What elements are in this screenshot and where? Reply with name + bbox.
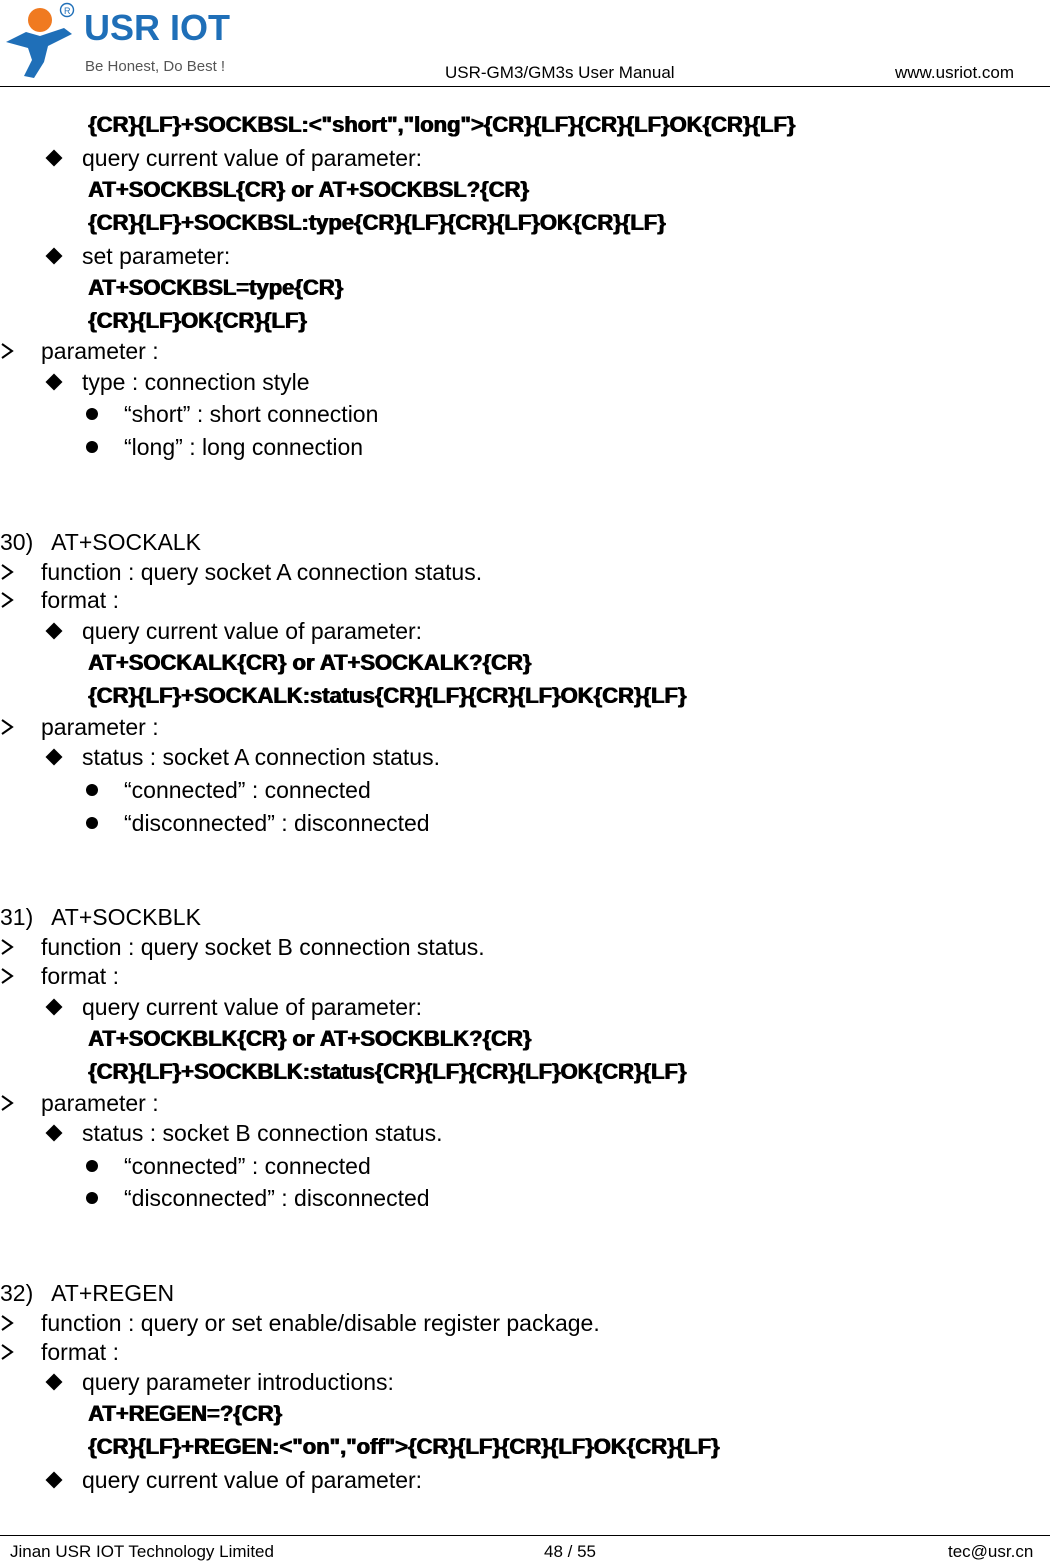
dot-bullet-icon (86, 1160, 98, 1172)
text-line: status : socket A connection status. (82, 744, 440, 770)
footer-page-number: 48 / 55 (544, 1542, 596, 1561)
cmd-line: AT+SOCKALK{CR} or AT+SOCKALK?{CR} (88, 650, 532, 675)
text-line: query current value of parameter: (82, 994, 423, 1020)
text-line: function : query socket A connection status. (41, 559, 483, 585)
dot-bullet-icon (86, 1192, 98, 1204)
text-line: format : (41, 587, 119, 613)
cmd-line: {CR}{LF}+SOCKBSL:<"short","long">{CR}{LF}{CR}{LF}OK{CR}{LF} (88, 112, 796, 137)
text-line: “connected” : connected (124, 1153, 371, 1179)
text-line: “disconnected” : disconnected (124, 810, 430, 836)
cmd-line: {CR}{LF}+SOCKALK:status{CR}{LF}{CR}{LF}OK{CR}{LF} (88, 683, 687, 708)
cmd-line: AT+SOCKBSL{CR} or AT+SOCKBSL?{CR} (88, 177, 529, 202)
svg-text:Be Honest, Do Best !: Be Honest, Do Best ! (85, 58, 226, 75)
cmd-line: {CR}{LF}+REGEN:<"on","off">{CR}{LF}{CR}{LF}OK{CR}{LF} (88, 1434, 720, 1459)
header-title: USR-GM3/GM3s User Manual (445, 63, 675, 82)
footer-company: Jinan USR IOT Technology Limited (10, 1542, 274, 1561)
text-line: parameter : (41, 338, 159, 364)
section-heading: 32) AT+REGEN (0, 1280, 175, 1306)
arrow-bullet-icon (0, 1314, 14, 1332)
text-line: query current value of parameter: (82, 618, 423, 644)
diamond-bullet-icon (46, 374, 63, 391)
arrow-bullet-icon (0, 1343, 14, 1361)
text-line: “long” : long connection (124, 434, 364, 460)
text-line: “connected” : connected (124, 777, 371, 803)
arrow-bullet-icon (0, 718, 14, 736)
text-line: set parameter: (82, 243, 231, 269)
diamond-bullet-icon (46, 248, 63, 265)
text-line: query parameter introductions: (82, 1369, 394, 1395)
text-line: query current value of parameter: (82, 145, 423, 171)
cmd-line: {CR}{LF}+SOCKBSL:type{CR}{LF}{CR}{LF}OK{CR}{LF} (88, 210, 666, 235)
text-line: format : (41, 1339, 119, 1365)
text-line: parameter : (41, 1090, 159, 1116)
text-line: function : query or set enable/disable register package. (41, 1310, 600, 1336)
cmd-line: {CR}{LF}OK{CR}{LF} (88, 308, 307, 333)
text-line: “short” : short connection (124, 401, 379, 427)
diamond-bullet-icon (46, 1125, 63, 1142)
diamond-bullet-icon (46, 1472, 63, 1489)
arrow-bullet-icon (0, 967, 14, 985)
text-line: “disconnected” : disconnected (124, 1185, 430, 1211)
footer-divider (0, 1535, 1050, 1536)
dot-bullet-icon (86, 817, 98, 829)
arrow-bullet-icon (0, 342, 14, 360)
dot-bullet-icon (86, 408, 98, 420)
arrow-bullet-icon (0, 938, 14, 956)
cmd-line: AT+SOCKBSL=type{CR} (88, 275, 344, 300)
diamond-bullet-icon (46, 623, 63, 640)
section-heading: 31) AT+SOCKBLK (0, 904, 201, 930)
text-line: parameter : (41, 714, 159, 740)
svg-text:USR IOT: USR IOT (84, 7, 231, 48)
text-line: status : socket B connection status. (82, 1120, 443, 1146)
header-divider (0, 86, 1050, 87)
cmd-line: AT+SOCKBLK{CR} or AT+SOCKBLK?{CR} (88, 1026, 532, 1051)
dot-bullet-icon (86, 784, 98, 796)
arrow-bullet-icon (0, 563, 14, 581)
svg-text:R: R (64, 6, 71, 16)
diamond-bullet-icon (46, 150, 63, 167)
arrow-bullet-icon (0, 1094, 14, 1112)
dot-bullet-icon (86, 441, 98, 453)
arrow-bullet-icon (0, 591, 14, 609)
diamond-bullet-icon (46, 1374, 63, 1391)
text-line: type : connection style (82, 369, 310, 395)
footer-email: tec@usr.cn (948, 1542, 1034, 1561)
header-website: www.usriot.com (895, 63, 1015, 82)
text-line: format : (41, 963, 119, 989)
diamond-bullet-icon (46, 749, 63, 766)
cmd-line: AT+REGEN=?{CR} (88, 1401, 282, 1426)
section-heading: 30) AT+SOCKALK (0, 529, 201, 555)
diamond-bullet-icon (46, 999, 63, 1016)
text-line: query current value of parameter: (82, 1467, 423, 1493)
usr-iot-logo (4, 2, 244, 82)
text-line: function : query socket B connection status. (41, 934, 485, 960)
cmd-line: {CR}{LF}+SOCKBLK:status{CR}{LF}{CR}{LF}OK{CR}{LF} (88, 1059, 687, 1084)
